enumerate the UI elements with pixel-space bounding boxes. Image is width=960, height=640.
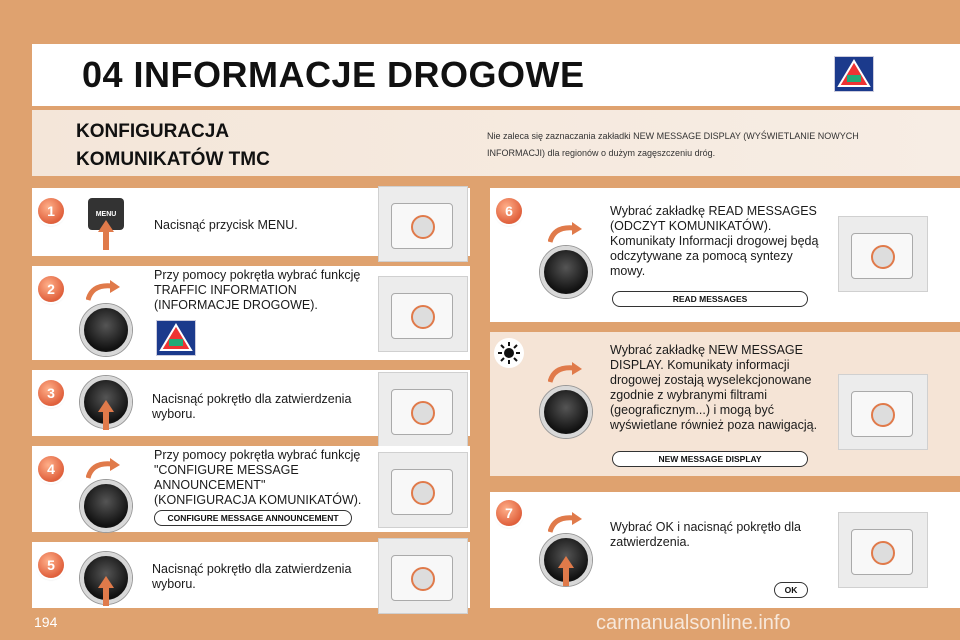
page-title: 04 INFORMACJE DROGOWE [82,54,585,95]
config-note: Nie zaleca się zaznaczania zakładki NEW MESSAGE DISPLAY (WYŚWIETLANIE NOWYCH INFORMACJI) dla regionów o dużym zagęszczeniu dróg. [487,131,859,158]
console-image-4 [378,452,468,528]
config-title-line2: KOMUNIKATÓW TMC [76,149,270,170]
config-title-line1: KONFIGURACJA [76,121,230,142]
step-badge-4: 4 [38,456,64,482]
read-messages-pill[interactable]: READ MESSAGES [612,291,808,307]
knob-6[interactable] [540,246,592,298]
rotate-arrow-icon [548,512,582,534]
step-text-7: Wybrać OK i nacisnąć pokrętło dla zatwierdzenia. [610,520,801,549]
configure-message-pill[interactable]: CONFIGURE MESSAGE ANNOUNCEMENT [154,510,352,526]
step-badge-3: 3 [38,380,64,406]
sun-icon [496,340,522,366]
knob-info[interactable] [540,386,592,438]
console-image-6 [838,216,928,292]
page-number: 194 [34,614,58,630]
rotate-arrow-icon [548,362,582,384]
step-badge-1: 1 [38,198,64,224]
step-badge-2: 2 [38,276,64,302]
push-arrow-icon [558,556,574,586]
push-arrow-icon [98,220,114,250]
config-title [76,118,270,174]
knob-2[interactable] [80,304,132,356]
knob-4[interactable] [80,480,132,532]
step-text-3: Nacisnąć pokrętło dla zatwierdzenia wyboru. [152,392,352,421]
rotate-arrow-icon [86,280,120,302]
console-image-5 [378,538,468,614]
step-text-info: Wybrać zakładkę NEW MESSAGE DISPLAY. Komunikaty informacji drogowej zostają wyselekcjonowane zgodnie z wybranymi filtrami (geograficznym...) i mogą być wyświetlane również poza nawigacją. [610,343,818,432]
rotate-arrow-icon [548,222,582,244]
rotate-arrow-icon [86,458,120,480]
step-badge-7: 7 [496,500,522,526]
watermark: carmanualsonline.info [596,612,791,634]
menu-button[interactable]: MENU [88,198,124,230]
console-image-7 [838,512,928,588]
step-text-6: Wybrać zakładkę READ MESSAGES (ODCZYT KOMUNIKATÓW). Komunikaty Informacji drogowej będą odczytywane za pomocą syntezy mowy. [610,204,819,278]
traffic-info-icon [156,320,196,356]
console-image-1 [378,186,468,262]
step-badge-5: 5 [38,552,64,578]
new-message-display-pill[interactable]: NEW MESSAGE DISPLAY [612,451,808,467]
step-badge-6: 6 [496,198,522,224]
ok-pill[interactable]: OK [774,582,808,598]
push-arrow-icon [98,400,114,430]
console-image-info [838,374,928,450]
step-text-5: Nacisnąć pokrętło dla zatwierdzenia wyboru. [152,562,352,591]
console-image-3 [378,372,468,448]
console-image-2 [378,276,468,352]
traffic-info-icon [834,56,874,92]
step-text-4: Przy pomocy pokrętła wybrać funkcję "CONFIGURE MESSAGE ANNOUNCEMENT" (KONFIGURACJA KOMUNIKATÓW). [154,448,362,507]
step-text-2: Przy pomocy pokrętła wybrać funkcję TRAFFIC INFORMATION (INFORMACJE DROGOWE). [154,268,361,312]
push-arrow-icon [98,576,114,606]
step-text-1: Nacisnąć przycisk MENU. [154,218,298,232]
